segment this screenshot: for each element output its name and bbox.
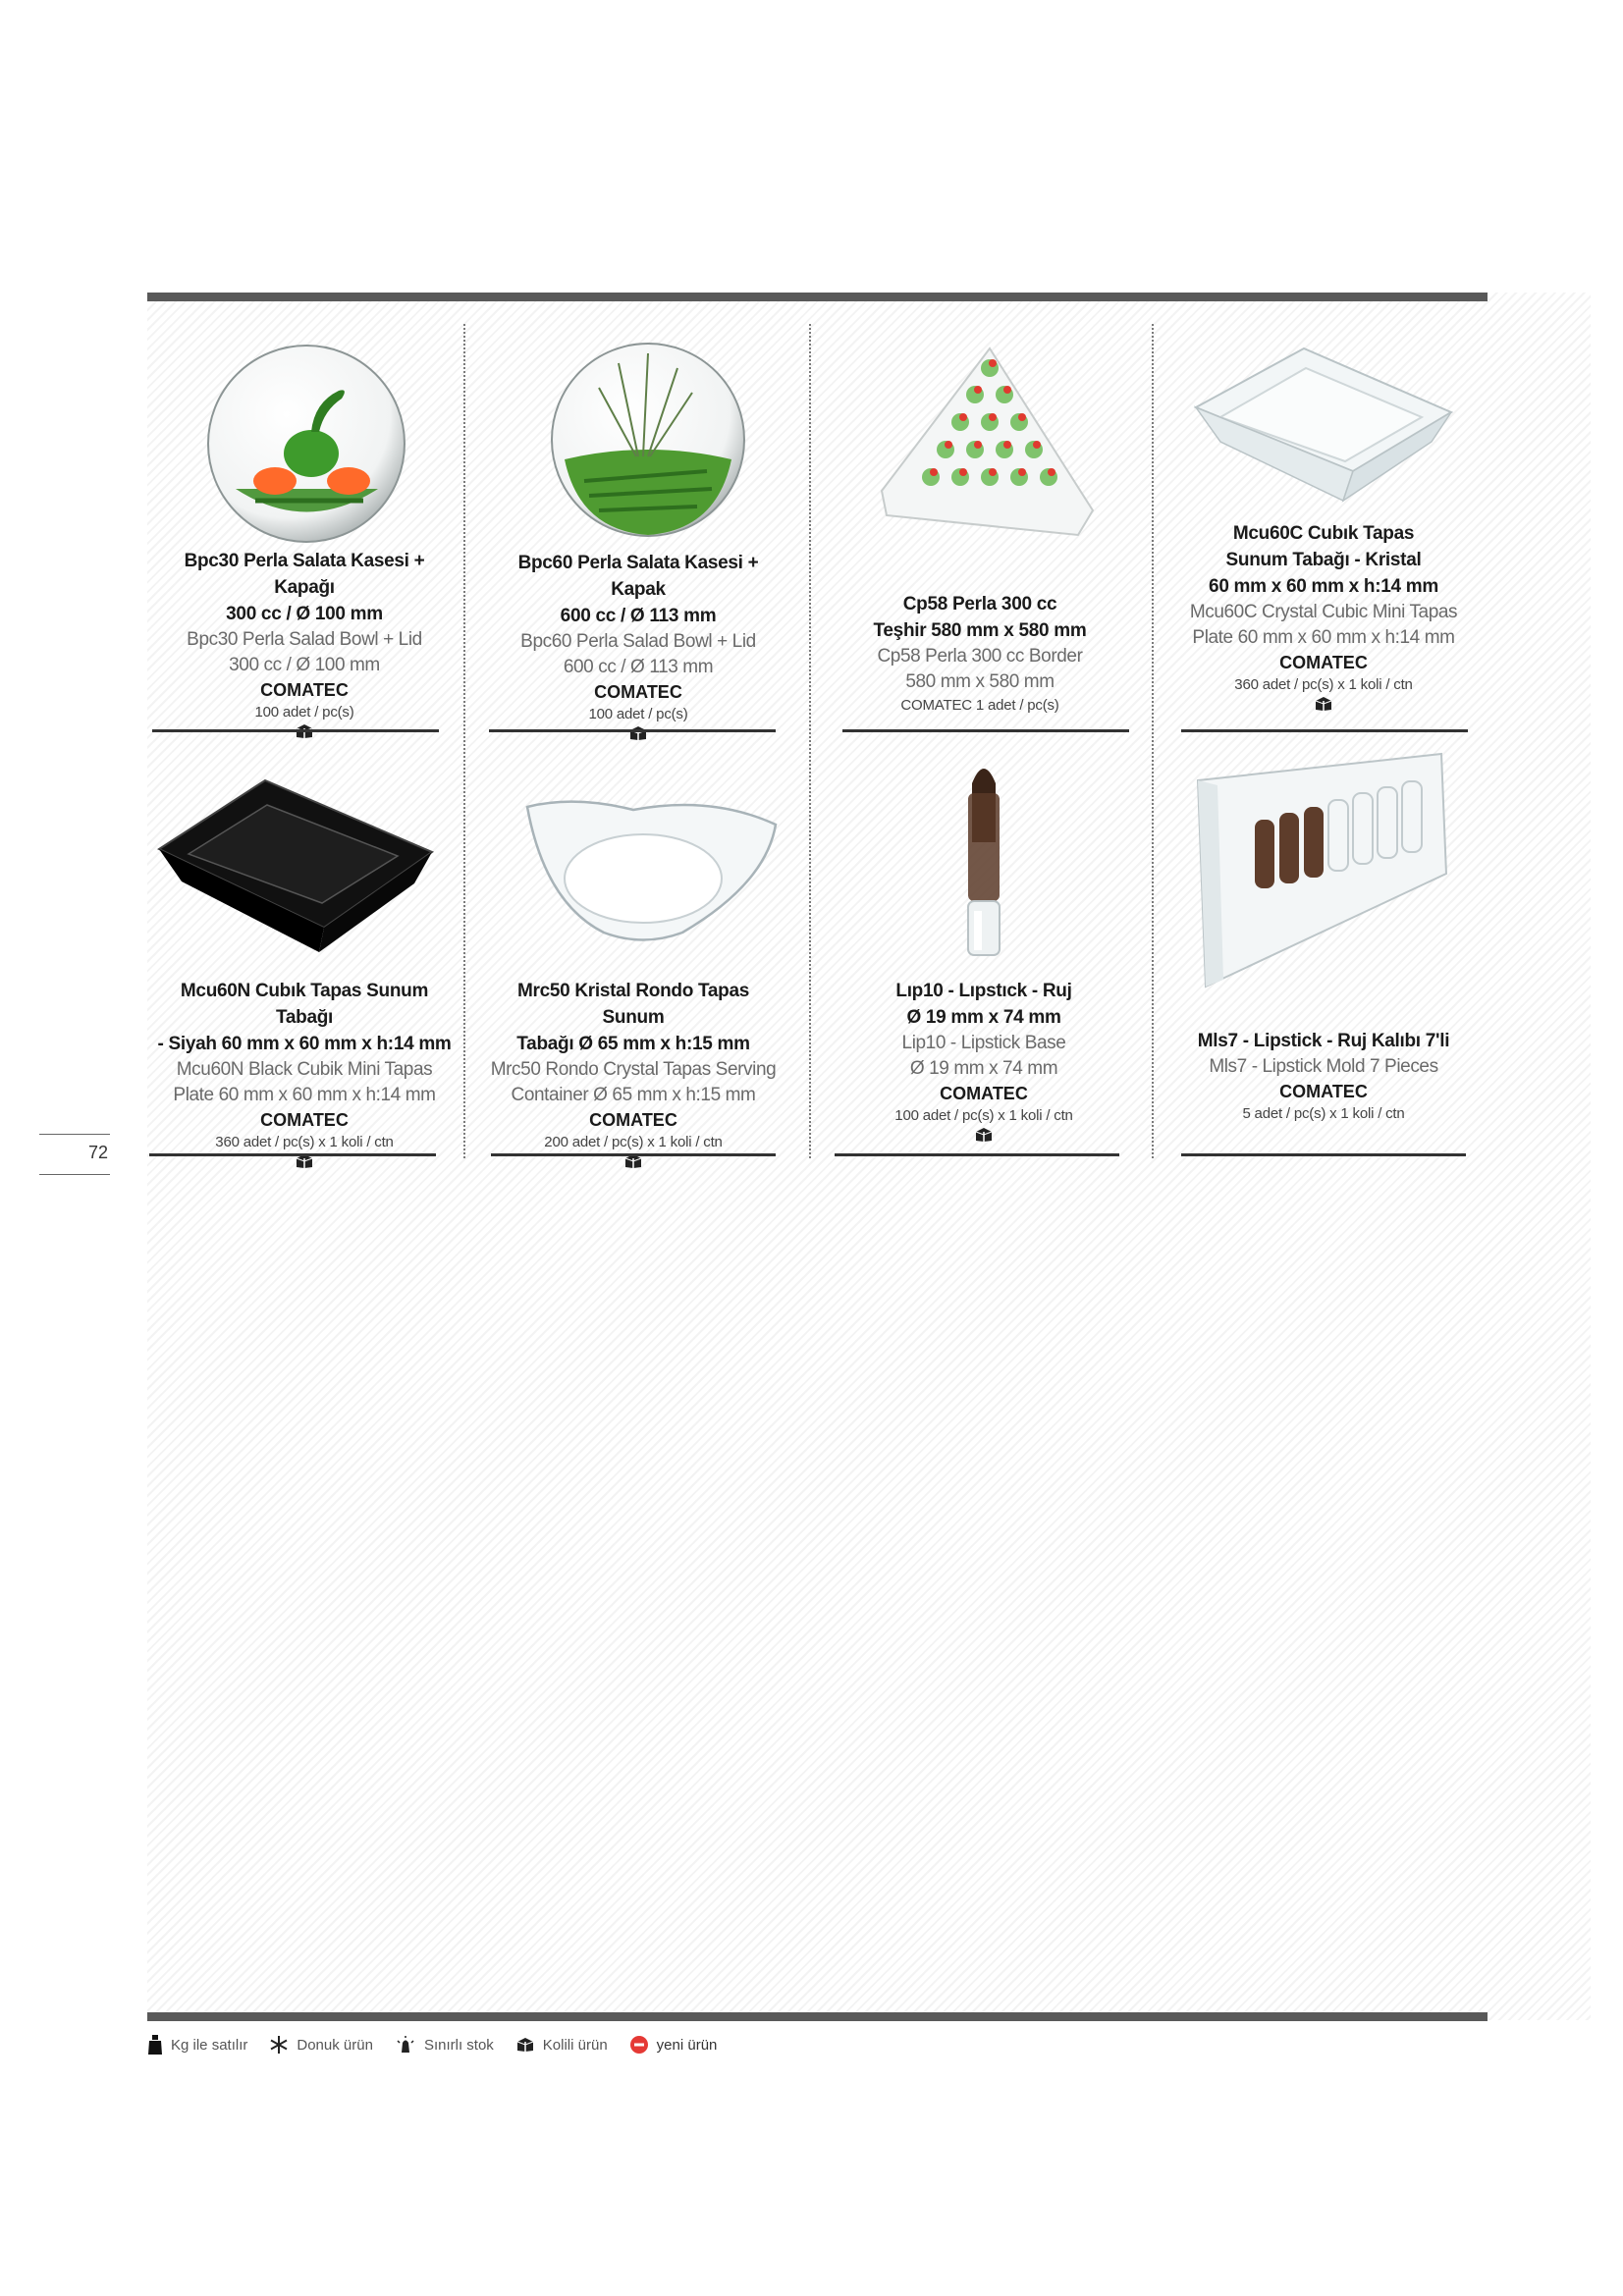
legend-label: yeni ürün [656, 2036, 718, 2054]
product-title: Bpc30 Perla Salata Kasesi + Kapağı 300 cc / Ø 100 mm [184, 551, 425, 624]
product-packing: 360 adet / pc(s) x 1 koli / ctn [215, 1134, 394, 1150]
product-image-display-pyramid [833, 334, 1127, 560]
product-packing: 360 adet / pc(s) x 1 koli / ctn [1234, 676, 1413, 693]
product-subtitle: Mls7 - Lipstick Mold 7 Pieces [1209, 1056, 1438, 1077]
product-packing: 5 adet / pc(s) x 1 koli / ctn [1242, 1105, 1405, 1122]
legend-item-boxed [515, 2037, 608, 2054]
product-subtitle: Bpc60 Perla Salad Bowl + Lid 600 cc / Ø 113 mm [520, 631, 756, 677]
product-subtitle: Cp58 Perla 300 cc Border 580 mm x 580 mm [877, 646, 1083, 692]
product-packing: 100 adet / pc(s) x 1 koli / ctn [894, 1107, 1073, 1124]
product-image-cubic-plate-clear [1176, 334, 1471, 520]
product-title: Mcu60C Cubık Tapas Sunum Tabağı - Kristal 60 mm x 60 mm x h:14 mm [1209, 523, 1438, 597]
legend [147, 2030, 738, 2059]
product-packing: COMATEC 1 adet / pc(s) [900, 697, 1059, 714]
product-subtitle: Bpc30 Perla Salad Bowl + Lid 300 cc / Ø 100 mm [187, 629, 422, 675]
box-icon [1176, 696, 1471, 717]
bottom-divider [147, 2012, 1488, 2021]
product-brand: COMATEC [1279, 653, 1368, 672]
snowflake-icon [269, 2035, 289, 2055]
product-title: Mrc50 Kristal Rondo Tapas Sunum Tabağı Ø 65 mm x h:15 mm [516, 981, 750, 1054]
box-icon [515, 2037, 535, 2053]
product-brand: COMATEC [1279, 1082, 1368, 1101]
card-divider [1181, 729, 1468, 732]
product-packing: 100 adet / pc(s) [588, 706, 688, 722]
page-number-text: 72 [87, 1143, 108, 1162]
product-image-lipstick-mold [1176, 746, 1471, 991]
product-title: Cp58 Perla 300 cc Teşhir 580 mm x 580 mm [873, 594, 1087, 641]
product-image-lipstick-base [837, 754, 1131, 965]
legend-label: Donuk ürün [297, 2036, 373, 2054]
card-divider [491, 1153, 776, 1156]
product-subtitle: Mrc50 Rondo Crystal Tapas Serving Container Ø 65 mm x h:15 mm [490, 1059, 777, 1105]
legend-item-new [629, 2035, 718, 2055]
product-title: Lıp10 - Lıpstıck - Ruj Ø 19 mm x 74 mm [895, 981, 1072, 1028]
legend-label: Kg ile satılır [171, 2036, 248, 2054]
box-icon [157, 1153, 452, 1174]
legend-label: Kolili ürün [542, 2036, 608, 2054]
card-divider [489, 729, 776, 732]
new-product-icon [629, 2035, 649, 2055]
legend-item-limited-stock [395, 2035, 494, 2055]
product-brand: COMATEC [589, 1110, 677, 1130]
column-separator [463, 324, 465, 1158]
column-separator [809, 324, 811, 1158]
legend-item-weight [147, 2034, 247, 2056]
product-brand: COMATEC [594, 682, 682, 702]
product-subtitle: Mcu60N Black Cubik Mini Tapas Plate 60 mm x 60 mm x h:14 mm [173, 1059, 436, 1105]
legend-label: Sınırlı stok [423, 2036, 494, 2054]
product-image-rondo-container [486, 766, 781, 962]
box-icon [837, 1127, 1131, 1148]
product-subtitle: Mcu60C Crystal Cubic Mini Tapas Plate 60 mm x 60 mm x h:14 mm [1189, 602, 1458, 648]
card-divider [149, 1153, 436, 1156]
product-brand: COMATEC [260, 680, 349, 700]
product-image-salad-bowl-600 [491, 334, 785, 545]
product-title: Mcu60N Cubık Tapas Sunum Tabağı - Siyah 60 mm x 60 mm x h:14 mm [157, 981, 452, 1054]
product-title: Mls7 - Lipstick - Ruj Kalıbı 7'li [1197, 1031, 1450, 1051]
card-divider [152, 729, 439, 732]
weight-icon [147, 2034, 163, 2056]
card-divider [842, 729, 1129, 732]
product-brand: COMATEC [260, 1110, 349, 1130]
legend-item-frozen [269, 2035, 373, 2055]
product-title: Bpc60 Perla Salata Kasesi + Kapak 600 cc / Ø 113 mm [517, 553, 759, 626]
product-packing: 200 adet / pc(s) x 1 koli / ctn [544, 1134, 723, 1150]
box-icon [157, 723, 452, 744]
box-icon [486, 1153, 781, 1174]
page-number [39, 1134, 110, 1175]
product-packing: 100 adet / pc(s) [254, 704, 354, 721]
card-divider [1181, 1153, 1466, 1156]
product-image-salad-bowl-300 [157, 334, 452, 545]
product-subtitle: Lip10 - Lipstick Base Ø 19 mm x 74 mm [901, 1033, 1066, 1079]
column-separator [1152, 324, 1154, 1158]
limited-stock-icon [395, 2035, 416, 2055]
product-image-cubic-plate-black [157, 766, 452, 962]
product-brand: COMATEC [940, 1084, 1028, 1103]
card-divider [835, 1153, 1119, 1156]
top-divider [147, 293, 1488, 301]
